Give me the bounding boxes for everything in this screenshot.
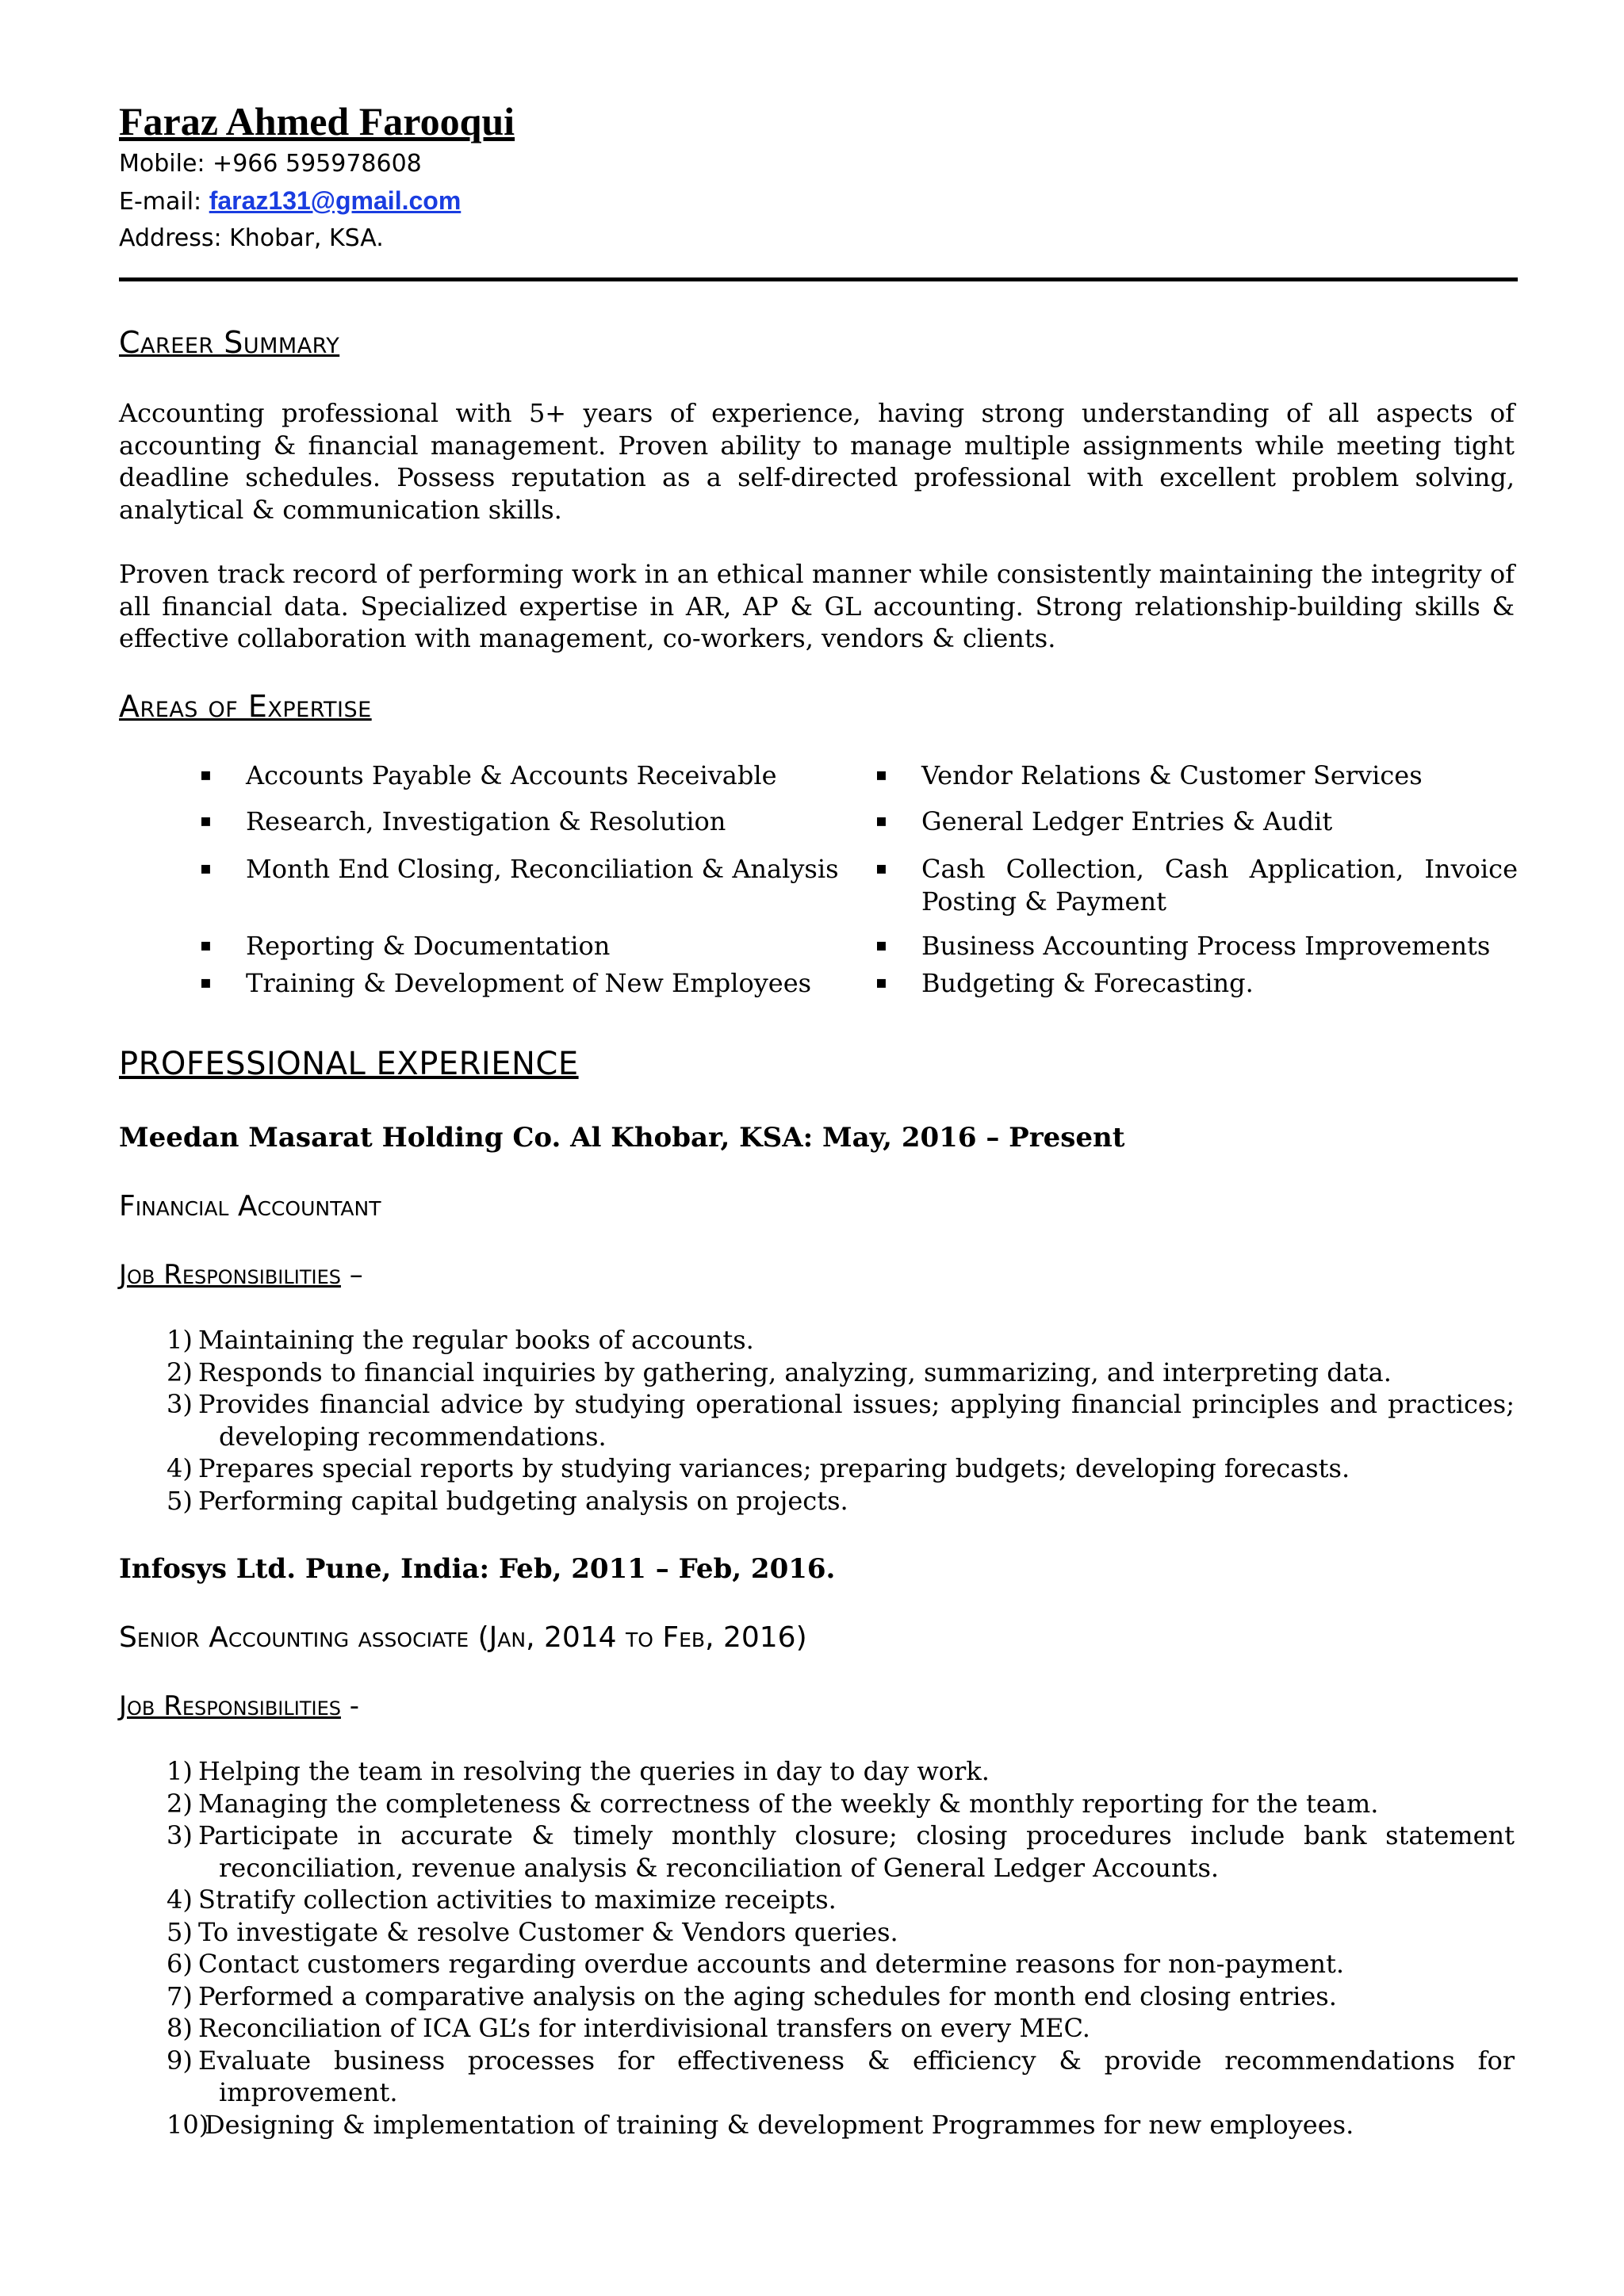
list-item: ▪ General Ledger Entries & Audit [875, 806, 1333, 836]
job-1-responsibilities-heading: Job Responsibilities – [119, 1259, 363, 1291]
bullet-icon: ▪ [875, 811, 887, 831]
list-item: 5) Performing capital budgeting analysis on projects. [167, 1485, 848, 1516]
career-summary-paragraph-2: Proven track record of performing work in an ethical manner while consistently maintaining the integrity of all financial data. Specialized expertise in AR, AP & GL accounting. Strong relationship-building skills & effective collaboration with management, co-workers, vendors & clients. [119, 559, 1515, 653]
list-item: 8) Reconciliation of ICA GL’s for interdivisional transfers on every MEC. [167, 2013, 1090, 2043]
bullet-icon: ▪ [875, 936, 887, 955]
list-item: ▪ Accounts Payable & Accounts Receivable [200, 760, 777, 790]
list-item: ▪ Budgeting & Forecasting. [875, 968, 1254, 998]
bullet-icon: ▪ [875, 859, 887, 878]
list-item: 7) Performed a comparative analysis on the aging schedules for month end closing entries. [167, 1980, 1337, 2011]
list-item: 10) Designing & implementation of training & development Programmes for new employees. [167, 2109, 1354, 2140]
list-item: 3) Participate in accurate & timely monthly closure; closing procedures include bank statement reconciliation, revenue analysis & reconciliation of General Ledger Accounts. [167, 1820, 1515, 1883]
expertise-list-left [200, 760, 852, 1000]
list-item: 5) To investigate & resolve Customer & Vendors queries. [167, 1916, 898, 1947]
email-line [119, 182, 1515, 220]
bullet-icon: ▪ [200, 859, 212, 878]
bullet-icon: ▪ [200, 936, 212, 955]
bullet-icon: ▪ [875, 765, 887, 785]
list-item: 4) Prepares special reports by studying variances; preparing budgets; developing forecasts. [167, 1453, 1350, 1483]
list-item: ▪ Reporting & Documentation [200, 931, 611, 961]
mobile-number: Mobile: +966 595978608 [119, 150, 422, 178]
job-1-title: Financial Accountant [119, 1190, 381, 1223]
list-item: 4) Stratify collection activities to maximize receipts. [167, 1885, 837, 1915]
expertise-list-right [875, 760, 1518, 1000]
email-label: E-mail: [119, 188, 209, 216]
expertise-heading: Areas of Expertise [119, 689, 372, 724]
career-summary-heading: Career Summary [119, 325, 340, 360]
candidate-name: Faraz Ahmed Farooqui [119, 99, 515, 144]
job-2-company: Infosys Ltd. Pune, India: Feb, 2011 – Feb, 2016. [119, 1553, 836, 1585]
header-divider [119, 277, 1518, 281]
list-item: 3) Provides financial advice by studying operational issues; applying financial principles and practices; developing recommendations. [167, 1389, 1515, 1452]
bullet-icon: ▪ [200, 765, 212, 785]
bullet-icon: ▪ [875, 973, 887, 993]
list-item: ▪ Month End Closing, Reconciliation & Analysis [200, 854, 839, 884]
contact-header [119, 97, 1515, 257]
list-item: 2) Responds to financial inquiries by gathering, analyzing, summarizing, and interpreting data. [167, 1357, 1392, 1387]
career-summary-paragraph-1: Accounting professional with 5+ years of experience, having strong understanding of all aspects of accounting & financial management. Proven ability to manage multiple assignments while meeting tight deadline schedules. Possess reputation as a self-directed professional with excellent problem solving, analytical & communication skills. [119, 398, 1515, 525]
list-item: 9) Evaluate business processes for effectiveness & efficiency & provide recommendations for improvement. [167, 2045, 1515, 2107]
job-2-title: Senior Accounting associate (Jan, 2014 to Feb, 2016) [119, 1621, 807, 1654]
bullet-icon: ▪ [200, 973, 212, 993]
list-item: 2) Managing the completeness & correctness of the weekly & monthly reporting for the team. [167, 1788, 1379, 1819]
address: Address: Khobar, KSA. [119, 224, 384, 252]
list-item: 1) Maintaining the regular books of accounts. [167, 1325, 754, 1355]
email-link[interactable]: faraz131@gmail.com [209, 186, 462, 215]
job-1-responsibilities-list [167, 1324, 1515, 1517]
list-item: ▪ Vendor Relations & Customer Services [875, 760, 1423, 790]
job-2-responsibilities-heading: Job Responsibilities - [119, 1690, 360, 1722]
job-1-company: Meedan Masarat Holding Co. Al Khobar, KSA: May, 2016 – Present [119, 1122, 1125, 1154]
list-item: ▪ Cash Collection, Cash Application, Invoice Posting & Payment [875, 854, 1518, 916]
job-2-responsibilities-list [167, 1755, 1515, 2141]
list-item: 6) Contact customers regarding overdue accounts and determine reasons for non-payment. [167, 1949, 1345, 1979]
list-item: 1) Helping the team in resolving the queries in day to day work. [167, 1756, 990, 1786]
experience-heading: PROFESSIONAL EXPERIENCE [119, 1046, 579, 1082]
bullet-icon: ▪ [200, 811, 212, 831]
list-item: ▪ Training & Development of New Employees [200, 968, 812, 998]
list-item: ▪ Business Accounting Process Improvements [875, 931, 1491, 961]
list-item: ▪ Research, Investigation & Resolution [200, 806, 726, 836]
